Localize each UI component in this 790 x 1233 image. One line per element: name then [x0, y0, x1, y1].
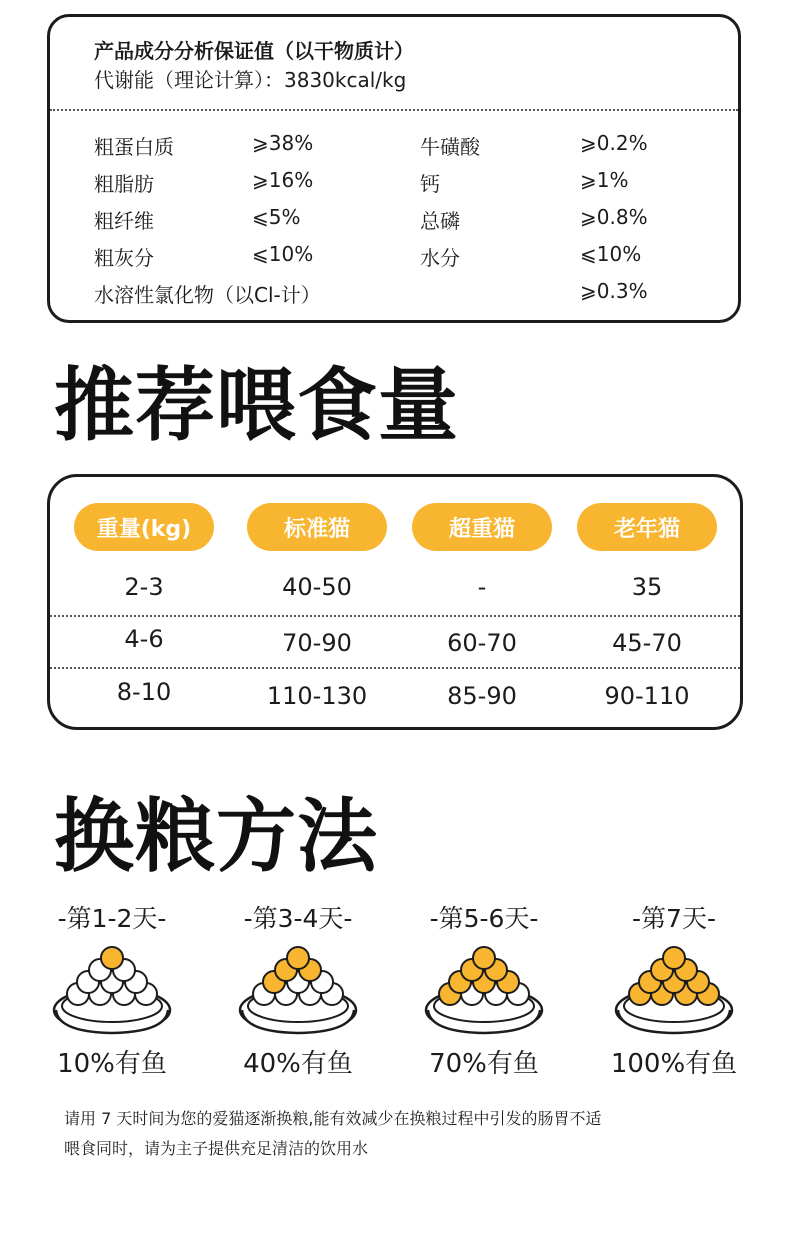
note-line: 请用 7 天时间为您的爱猫逐渐换粮,能有效减少在换粮过程中引发的肠胃不适 [64, 1109, 602, 1128]
analysis-table [94, 131, 714, 316]
table-cell: 60-70 [447, 629, 517, 657]
nutrient-name: 粗蛋白质 [94, 135, 174, 159]
feeding-table [47, 474, 743, 730]
dotted-divider [50, 615, 740, 617]
nutrient-value: ⩾0.3% [580, 279, 648, 303]
nutrient-value: ⩾1% [580, 168, 629, 192]
nutrient-value: ⩽10% [252, 242, 314, 266]
dotted-divider [50, 667, 740, 669]
table-cell: 2-3 [124, 573, 164, 601]
nutrient-name: 粗纤维 [94, 209, 154, 233]
stage-label: -第3-4天- [243, 904, 353, 933]
nutrient-value: ⩾38% [252, 131, 314, 155]
stage-label: -第5-6天- [429, 904, 539, 933]
stage-percent: 100%有鱼 [610, 1049, 738, 1079]
nutrient-name: 粗脂肪 [94, 172, 154, 196]
nutrient-name: 钙 [420, 172, 440, 196]
analysis-row [94, 205, 714, 242]
stage-label: -第7天- [632, 904, 716, 933]
header-weight: 重量(kg) [74, 503, 214, 551]
nutrient-name: 水溶性氯化物（以Cl-计） [94, 283, 321, 307]
food-bowl-icon [236, 944, 360, 1036]
analysis-row [94, 168, 714, 205]
table-cell: - [477, 573, 487, 601]
stage-label: -第1-2天- [57, 904, 167, 933]
table-cell: 35 [631, 573, 663, 601]
feeding-heading: 推荐喂食量 [54, 359, 459, 452]
nutrient-name: 粗灰分 [94, 246, 154, 270]
header-standard-cat: 标准猫 [247, 503, 387, 551]
table-cell: 70-90 [282, 629, 352, 657]
table-cell: 85-90 [447, 682, 517, 710]
table-cell: 40-50 [282, 573, 352, 601]
nutrient-name: 总磷 [420, 209, 460, 233]
nutrient-name: 牛磺酸 [420, 135, 480, 159]
stage-percent: 70%有鱼 [429, 1049, 539, 1079]
stage-day-5-6 [394, 902, 574, 1082]
fish-kibble [101, 947, 123, 969]
header-overweight-cat: 超重猫 [412, 503, 552, 551]
fish-kibble [663, 947, 685, 969]
nutrient-value: ⩾0.8% [580, 205, 648, 229]
table-cell: 110-130 [266, 682, 368, 710]
fish-kibble [287, 947, 309, 969]
analysis-row [94, 279, 714, 316]
stage-percent: 40%有鱼 [243, 1049, 353, 1079]
analysis-row [94, 242, 714, 279]
stage-percent: 10%有鱼 [57, 1049, 167, 1079]
table-cell: 4-6 [124, 625, 164, 653]
analysis-title: 产品成分分析保证值（以干物质计） [94, 39, 414, 63]
analysis-row [94, 131, 714, 168]
table-cell: 45-70 [612, 629, 682, 657]
note-line: 喂食同时，请为主子提供充足清洁的饮用水 [64, 1139, 369, 1158]
nutrient-value: ⩽10% [580, 242, 642, 266]
switching-notes [64, 1104, 601, 1164]
stage-day-1-2 [22, 902, 202, 1082]
switching-heading: 换粮方法 [54, 790, 378, 883]
guaranteed-analysis-panel [47, 14, 741, 323]
table-cell: 8-10 [116, 678, 172, 706]
stage-day-7 [584, 902, 764, 1082]
nutrient-value: ⩽5% [252, 205, 301, 229]
dotted-divider [50, 109, 738, 111]
metabolizable-energy: 代谢能（理论计算）：3830kcal/kg [94, 68, 407, 92]
stage-day-3-4 [208, 902, 388, 1082]
food-bowl-icon [50, 944, 174, 1036]
nutrient-value: ⩾0.2% [580, 131, 648, 155]
nutrient-value: ⩾16% [252, 168, 314, 192]
food-bowl-icon [612, 944, 736, 1036]
header-senior-cat: 老年猫 [577, 503, 717, 551]
food-bowl-icon [422, 944, 546, 1036]
table-cell: 90-110 [604, 682, 690, 710]
nutrient-name: 水分 [420, 246, 460, 270]
analysis-header [94, 37, 414, 95]
fish-kibble [473, 947, 495, 969]
